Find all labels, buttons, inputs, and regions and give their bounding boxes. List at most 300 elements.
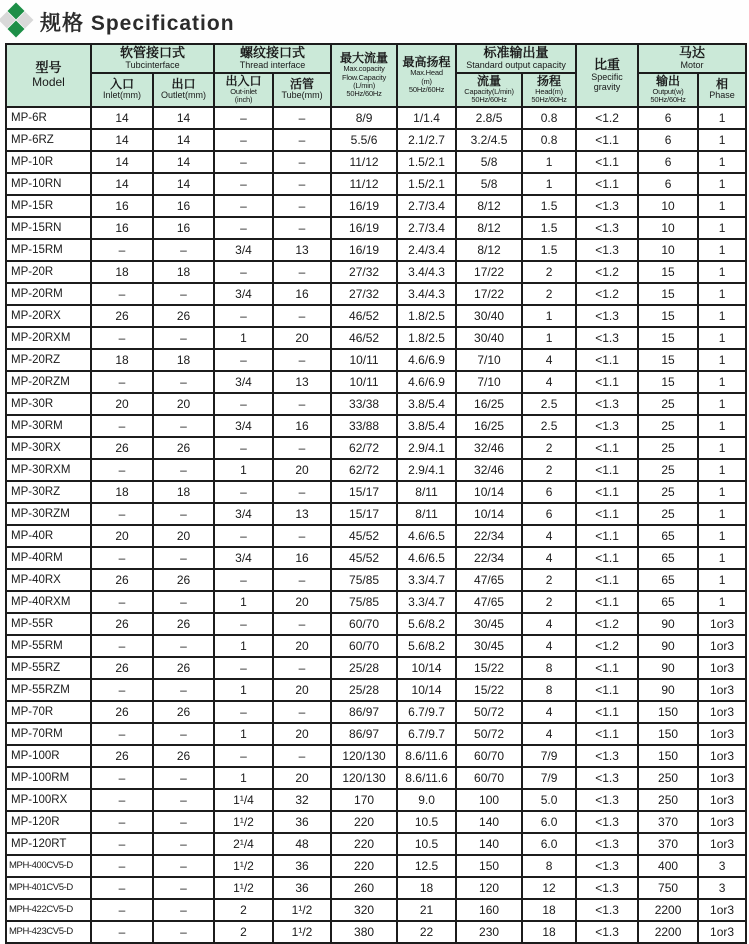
out-inlet-unit: (inch) xyxy=(234,95,253,105)
cell-max-flow: 75/85 xyxy=(331,569,397,591)
table-row xyxy=(6,107,746,129)
gravity-en1: Specific xyxy=(591,71,623,82)
cell-output: 15 xyxy=(638,261,698,283)
cell-max-flow: 60/70 xyxy=(331,635,397,657)
cell-tube: 1¹/2 xyxy=(273,899,331,921)
cell-capacity: 150 xyxy=(456,855,522,877)
cell-max-head: 5.6/8.2 xyxy=(397,613,456,635)
cell-head: 1 xyxy=(522,151,576,173)
cell-max-flow: 260 xyxy=(331,877,397,899)
cell-output: 10 xyxy=(638,195,698,217)
col-header-output xyxy=(638,73,698,107)
page-title-en: Specification xyxy=(90,12,235,35)
cell-specific-gravity: <1.2 xyxy=(576,261,638,283)
cell-output: 150 xyxy=(638,745,698,767)
cell-outlet: – xyxy=(153,591,214,613)
cell-max-flow: 170 xyxy=(331,789,397,811)
cell-capacity: 60/70 xyxy=(456,745,522,767)
cell-inlet: – xyxy=(91,789,153,811)
cell-inlet: – xyxy=(91,415,153,437)
cell-outlet: 16 xyxy=(153,217,214,239)
cell-outlet: 18 xyxy=(153,261,214,283)
cell-output: 6 xyxy=(638,151,698,173)
cell-capacity: 16/25 xyxy=(456,393,522,415)
cell-model: MP-15RN xyxy=(6,217,91,239)
cell-outlet: – xyxy=(153,635,214,657)
cell-model: MPH-423CV5-D xyxy=(6,921,91,943)
cell-model: MP-30RM xyxy=(6,415,91,437)
col-header-phase xyxy=(698,73,746,107)
col-header-inlet xyxy=(91,73,153,107)
cell-out-inlet: 1 xyxy=(214,767,273,789)
cell-tube: 20 xyxy=(273,679,331,701)
cell-phase: 1 xyxy=(698,459,746,481)
group-header-std-output xyxy=(456,44,576,73)
cell-specific-gravity: <1.3 xyxy=(576,833,638,855)
cell-capacity: 230 xyxy=(456,921,522,943)
cell-max-head: 10.5 xyxy=(397,811,456,833)
table-row xyxy=(6,415,746,437)
cell-model: MP-30RXM xyxy=(6,459,91,481)
cell-max-flow: 46/52 xyxy=(331,305,397,327)
cell-head: 18 xyxy=(522,921,576,943)
cell-outlet: – xyxy=(153,877,214,899)
cell-head: 8 xyxy=(522,657,576,679)
cell-capacity: 17/22 xyxy=(456,261,522,283)
cell-output: 150 xyxy=(638,701,698,723)
cell-output: 6 xyxy=(638,173,698,195)
cell-capacity: 120 xyxy=(456,877,522,899)
cell-out-inlet: 2 xyxy=(214,921,273,943)
table-row xyxy=(6,745,746,767)
cell-head: 6.0 xyxy=(522,811,576,833)
cell-model: MP-30R xyxy=(6,393,91,415)
cell-head: 2 xyxy=(522,569,576,591)
cell-outlet: 26 xyxy=(153,305,214,327)
outlet-en: Outlet(mm) xyxy=(161,90,206,101)
cell-outlet: – xyxy=(153,767,214,789)
cell-phase: 1 xyxy=(698,283,746,305)
cell-outlet: 26 xyxy=(153,437,214,459)
cell-out-inlet: 3/4 xyxy=(214,283,273,305)
table-row xyxy=(6,239,746,261)
table-row xyxy=(6,591,746,613)
out-inlet-en: Out-inlet xyxy=(230,87,257,97)
cell-tube: – xyxy=(273,393,331,415)
cell-out-inlet: – xyxy=(214,613,273,635)
motor-en: Motor xyxy=(680,59,704,70)
table-row xyxy=(6,437,746,459)
cell-capacity: 8/12 xyxy=(456,217,522,239)
cell-max-flow: 10/11 xyxy=(331,371,397,393)
cell-model: MP-55R xyxy=(6,613,91,635)
cell-max-flow: 11/12 xyxy=(331,173,397,195)
cell-output: 65 xyxy=(638,569,698,591)
table-row xyxy=(6,305,746,327)
cell-output: 10 xyxy=(638,239,698,261)
cell-outlet: – xyxy=(153,811,214,833)
cell-phase: 1or3 xyxy=(698,811,746,833)
cell-out-inlet: – xyxy=(214,745,273,767)
cell-inlet: 26 xyxy=(91,745,153,767)
cell-head: 5.0 xyxy=(522,789,576,811)
cell-specific-gravity: <1.3 xyxy=(576,877,638,899)
cell-output: 90 xyxy=(638,635,698,657)
cell-inlet: 26 xyxy=(91,569,153,591)
output-en: Output(w) xyxy=(652,87,684,97)
cell-tube: 20 xyxy=(273,591,331,613)
cell-model: MP-20RX xyxy=(6,305,91,327)
cell-output: 25 xyxy=(638,415,698,437)
cell-phase: 1 xyxy=(698,195,746,217)
cell-output: 370 xyxy=(638,811,698,833)
cell-head: 4 xyxy=(522,723,576,745)
cell-inlet: – xyxy=(91,833,153,855)
cell-model: MP-55RZ xyxy=(6,657,91,679)
cell-capacity: 30/40 xyxy=(456,305,522,327)
max-head-zh: 最高扬程 xyxy=(402,55,451,70)
cell-out-inlet: 2 xyxy=(214,899,273,921)
cell-outlet: – xyxy=(153,921,214,943)
cell-head: 18 xyxy=(522,899,576,921)
cell-inlet: – xyxy=(91,811,153,833)
table-row xyxy=(6,899,746,921)
cell-max-head: 10/14 xyxy=(397,679,456,701)
cell-max-flow: 11/12 xyxy=(331,151,397,173)
phase-zh: 相 xyxy=(716,77,729,92)
cell-tube: 36 xyxy=(273,877,331,899)
cell-phase: 1 xyxy=(698,371,746,393)
cell-max-head: 3.8/5.4 xyxy=(397,415,456,437)
cell-head: 1 xyxy=(522,327,576,349)
cell-tube: 1¹/2 xyxy=(273,921,331,943)
cell-capacity: 7/10 xyxy=(456,349,522,371)
table-row xyxy=(6,525,746,547)
table-row xyxy=(6,767,746,789)
cell-tube: 20 xyxy=(273,327,331,349)
cell-capacity: 32/46 xyxy=(456,459,522,481)
output-unit: 50Hz/60Hz xyxy=(650,95,686,105)
cell-phase: 1 xyxy=(698,129,746,151)
cell-inlet: 26 xyxy=(91,657,153,679)
cell-out-inlet: – xyxy=(214,349,273,371)
cell-head: 6.0 xyxy=(522,833,576,855)
cell-tube: 16 xyxy=(273,415,331,437)
cell-model: MP-100RX xyxy=(6,789,91,811)
cell-max-head: 8/11 xyxy=(397,503,456,525)
cell-tube: – xyxy=(273,349,331,371)
cell-outlet: 20 xyxy=(153,525,214,547)
cell-phase: 1 xyxy=(698,481,746,503)
cell-max-flow: 45/52 xyxy=(331,547,397,569)
table-row xyxy=(6,327,746,349)
cell-out-inlet: 2¹/4 xyxy=(214,833,273,855)
cell-specific-gravity: <1.3 xyxy=(576,239,638,261)
cell-out-inlet: – xyxy=(214,173,273,195)
cell-outlet: 14 xyxy=(153,173,214,195)
cell-head: 1.5 xyxy=(522,217,576,239)
cell-capacity: 5/8 xyxy=(456,173,522,195)
cell-capacity: 3.2/4.5 xyxy=(456,129,522,151)
cell-head: 2 xyxy=(522,459,576,481)
cell-out-inlet: – xyxy=(214,437,273,459)
cell-specific-gravity: <1.3 xyxy=(576,921,638,943)
group-header-motor xyxy=(638,44,746,73)
max-flow-en4: 50Hz/60Hz xyxy=(346,89,382,99)
cell-output: 25 xyxy=(638,481,698,503)
cell-capacity: 30/45 xyxy=(456,635,522,657)
cell-specific-gravity: <1.1 xyxy=(576,723,638,745)
cell-tube: 16 xyxy=(273,283,331,305)
cell-outlet: 20 xyxy=(153,393,214,415)
cell-inlet: – xyxy=(91,767,153,789)
table-row xyxy=(6,679,746,701)
cell-phase: 1 xyxy=(698,525,746,547)
max-head-en3: 50Hz/60Hz xyxy=(408,84,445,94)
cell-capacity: 47/65 xyxy=(456,591,522,613)
cell-model: MP-6RZ xyxy=(6,129,91,151)
cell-max-head: 6.7/9.7 xyxy=(397,701,456,723)
cell-max-flow: 220 xyxy=(331,855,397,877)
cell-phase: 1or3 xyxy=(698,833,746,855)
cell-out-inlet: 1¹/2 xyxy=(214,877,273,899)
table-row xyxy=(6,723,746,745)
cell-model: MP-30RZ xyxy=(6,481,91,503)
cell-max-flow: 75/85 xyxy=(331,591,397,613)
cell-max-flow: 16/19 xyxy=(331,239,397,261)
tube-interface-zh: 软管接口式 xyxy=(120,45,186,60)
cell-model: MP-15R xyxy=(6,195,91,217)
table-row xyxy=(6,481,746,503)
cell-phase: 1or3 xyxy=(698,679,746,701)
cell-capacity: 15/22 xyxy=(456,657,522,679)
cell-tube: 36 xyxy=(273,855,331,877)
cell-specific-gravity: <1.1 xyxy=(576,437,638,459)
cell-out-inlet: 1¹/4 xyxy=(214,789,273,811)
cell-max-flow: 380 xyxy=(331,921,397,943)
cell-max-head: 2.7/3.4 xyxy=(397,195,456,217)
table-row xyxy=(6,921,746,943)
table-row xyxy=(6,393,746,415)
cell-max-flow: 120/130 xyxy=(331,767,397,789)
cell-out-inlet: – xyxy=(214,195,273,217)
capacity-en: Capacity(L/min) xyxy=(464,87,514,97)
cell-out-inlet: – xyxy=(214,569,273,591)
cell-out-inlet: 1 xyxy=(214,591,273,613)
cell-head: 2.5 xyxy=(522,415,576,437)
cell-phase: 1or3 xyxy=(698,635,746,657)
cell-out-inlet: 3/4 xyxy=(214,503,273,525)
cell-phase: 1or3 xyxy=(698,701,746,723)
table-row xyxy=(6,569,746,591)
phase-en: Phase xyxy=(709,90,735,101)
cell-specific-gravity: <1.3 xyxy=(576,767,638,789)
cell-capacity: 22/34 xyxy=(456,547,522,569)
cell-inlet: 18 xyxy=(91,349,153,371)
cell-phase: 1 xyxy=(698,591,746,613)
cell-inlet: 16 xyxy=(91,195,153,217)
cell-inlet: – xyxy=(91,921,153,943)
cell-inlet: – xyxy=(91,635,153,657)
cell-outlet: 16 xyxy=(153,195,214,217)
cell-head: 0.8 xyxy=(522,129,576,151)
cell-out-inlet: 3/4 xyxy=(214,547,273,569)
cell-outlet: 14 xyxy=(153,129,214,151)
table-row xyxy=(6,129,746,151)
cell-model: MP-40RXM xyxy=(6,591,91,613)
cell-model: MP-20R xyxy=(6,261,91,283)
cell-phase: 1or3 xyxy=(698,745,746,767)
cell-inlet: – xyxy=(91,855,153,877)
cell-outlet: – xyxy=(153,239,214,261)
output-zh: 输出 xyxy=(656,73,681,88)
cell-outlet: 14 xyxy=(153,107,214,129)
table-row xyxy=(6,657,746,679)
cell-inlet: 20 xyxy=(91,393,153,415)
cell-max-flow: 15/17 xyxy=(331,481,397,503)
cell-max-head: 2.9/4.1 xyxy=(397,459,456,481)
cell-capacity: 30/45 xyxy=(456,613,522,635)
cell-outlet: – xyxy=(153,855,214,877)
cell-inlet: 26 xyxy=(91,437,153,459)
gravity-zh: 比重 xyxy=(594,56,621,72)
cell-outlet: – xyxy=(153,371,214,393)
cell-out-inlet: – xyxy=(214,657,273,679)
cell-head: 1 xyxy=(522,305,576,327)
model-zh: 型号 xyxy=(35,60,62,76)
cell-max-flow: 62/72 xyxy=(331,437,397,459)
cell-specific-gravity: <1.3 xyxy=(576,811,638,833)
cell-head: 6 xyxy=(522,503,576,525)
cell-outlet: – xyxy=(153,547,214,569)
cell-max-head: 1.5/2.1 xyxy=(397,173,456,195)
cell-tube: 20 xyxy=(273,767,331,789)
cell-specific-gravity: <1.1 xyxy=(576,591,638,613)
motor-zh: 马达 xyxy=(679,45,706,60)
cell-out-inlet: – xyxy=(214,107,273,129)
capacity-zh: 流量 xyxy=(477,73,502,88)
cell-phase: 1or3 xyxy=(698,789,746,811)
cell-specific-gravity: <1.1 xyxy=(576,525,638,547)
cell-model: MPH-422CV5-D xyxy=(6,899,91,921)
cell-max-head: 3.3/4.7 xyxy=(397,591,456,613)
cell-capacity: 7/10 xyxy=(456,371,522,393)
cell-max-head: 4.6/6.5 xyxy=(397,547,456,569)
cell-max-flow: 27/32 xyxy=(331,261,397,283)
cell-max-flow: 8/9 xyxy=(331,107,397,129)
cell-inlet: 26 xyxy=(91,613,153,635)
cell-capacity: 10/14 xyxy=(456,481,522,503)
cell-phase: 1or3 xyxy=(698,657,746,679)
cell-tube: 13 xyxy=(273,503,331,525)
cell-phase: 1 xyxy=(698,239,746,261)
cell-phase: 1 xyxy=(698,349,746,371)
cell-tube: – xyxy=(273,657,331,679)
cell-specific-gravity: <1.1 xyxy=(576,151,638,173)
cell-capacity: 22/34 xyxy=(456,525,522,547)
std-output-zh: 标准输出量 xyxy=(483,45,549,60)
cell-capacity: 100 xyxy=(456,789,522,811)
cell-output: 90 xyxy=(638,679,698,701)
cell-phase: 1 xyxy=(698,173,746,195)
cell-outlet: 26 xyxy=(153,701,214,723)
max-flow-en1: Max.copacity xyxy=(343,64,385,74)
cell-outlet: – xyxy=(153,833,214,855)
std-output-en: Standard output capacity xyxy=(466,59,566,70)
cell-outlet: – xyxy=(153,723,214,745)
cell-output: 65 xyxy=(638,591,698,613)
cell-output: 65 xyxy=(638,547,698,569)
cell-max-head: 4.6/6.9 xyxy=(397,371,456,393)
cell-specific-gravity: <1.3 xyxy=(576,327,638,349)
cell-max-flow: 16/19 xyxy=(331,195,397,217)
cell-head: 8 xyxy=(522,679,576,701)
cell-outlet: 26 xyxy=(153,745,214,767)
cell-output: 65 xyxy=(638,525,698,547)
table-row xyxy=(6,173,746,195)
cell-output: 6 xyxy=(638,107,698,129)
cell-max-head: 2.9/4.1 xyxy=(397,437,456,459)
cell-inlet: 20 xyxy=(91,525,153,547)
cell-out-inlet: 3/4 xyxy=(214,415,273,437)
cell-tube: 20 xyxy=(273,723,331,745)
cell-phase: 1 xyxy=(698,261,746,283)
cell-specific-gravity: <1.3 xyxy=(576,745,638,767)
table-row xyxy=(6,371,746,393)
cell-phase: 1or3 xyxy=(698,613,746,635)
table-row xyxy=(6,811,746,833)
cell-output: 15 xyxy=(638,283,698,305)
table-row xyxy=(6,349,746,371)
cell-phase: 1 xyxy=(698,437,746,459)
cell-tube: 20 xyxy=(273,459,331,481)
cell-head: 2 xyxy=(522,261,576,283)
inlet-en: Inlet(mm) xyxy=(103,90,141,101)
cell-max-flow: 25/28 xyxy=(331,679,397,701)
cell-outlet: – xyxy=(153,899,214,921)
table-row xyxy=(6,855,746,877)
cell-specific-gravity: <1.1 xyxy=(576,371,638,393)
cell-tube: – xyxy=(273,217,331,239)
cell-inlet: 18 xyxy=(91,481,153,503)
cell-inlet: – xyxy=(91,591,153,613)
cell-inlet: 26 xyxy=(91,305,153,327)
cell-inlet: – xyxy=(91,503,153,525)
cell-max-head: 5.6/8.2 xyxy=(397,635,456,657)
cell-tube: – xyxy=(273,481,331,503)
cell-max-head: 2.1/2.7 xyxy=(397,129,456,151)
cell-inlet: 14 xyxy=(91,173,153,195)
cell-head: 7/9 xyxy=(522,767,576,789)
spec-table xyxy=(5,43,747,944)
cell-out-inlet: 1 xyxy=(214,723,273,745)
cell-output: 150 xyxy=(638,723,698,745)
cell-out-inlet: – xyxy=(214,151,273,173)
capacity-unit: 50Hz/60Hz xyxy=(471,95,507,105)
cell-model: MPH-401CV5-D xyxy=(6,877,91,899)
cell-head: 1.5 xyxy=(522,239,576,261)
cell-max-head: 2.7/3.4 xyxy=(397,217,456,239)
four-diamond-logo-icon xyxy=(2,3,32,41)
cell-capacity: 140 xyxy=(456,811,522,833)
cell-specific-gravity: <1.3 xyxy=(576,415,638,437)
cell-max-head: 3.4/4.3 xyxy=(397,283,456,305)
cell-head: 1.5 xyxy=(522,195,576,217)
cell-specific-gravity: <1.1 xyxy=(576,129,638,151)
max-head-en1: Max.Head xyxy=(410,68,443,78)
cell-output: 25 xyxy=(638,437,698,459)
cell-out-inlet: – xyxy=(214,525,273,547)
